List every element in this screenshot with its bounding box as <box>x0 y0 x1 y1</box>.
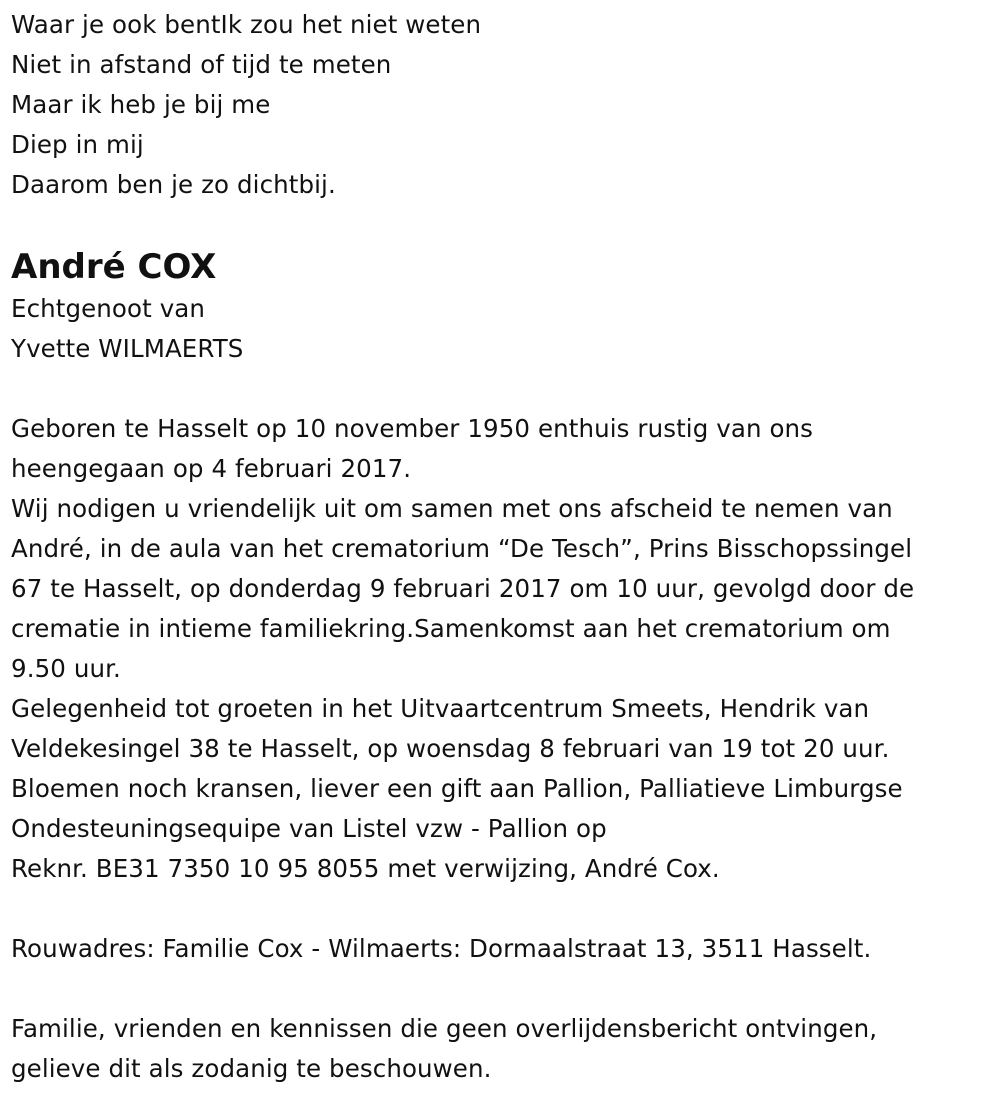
body-line: Ondesteuningsequipe van Listel vzw - Pallion op <box>11 814 607 843</box>
body-line: Veldekesingel 38 te Hasselt, op woensdag 8 februari van 19 tot 20 uur. <box>11 734 890 763</box>
spacer <box>11 889 986 929</box>
poem-line: Niet in afstand of tijd te meten <box>11 50 392 79</box>
poem-line: Waar je ook bentIk zou het niet weten <box>11 10 482 39</box>
body-line: Geboren te Hasselt op 10 november 1950 enthuis rustig van ons <box>11 414 814 443</box>
obituary-document <box>11 5 986 1089</box>
body-line: Reknr. BE31 7350 10 95 8055 met verwijzing, André Cox. <box>11 854 720 883</box>
poem <box>11 5 986 205</box>
spacer <box>11 369 986 409</box>
poem-line: Maar ik heb je bij me <box>11 90 271 119</box>
poem-line: Daarom ben je zo dichtbij. <box>11 170 336 199</box>
body-line: Gelegenheid tot groeten in het Uitvaartcentrum Smeets, Hendrik van <box>11 694 870 723</box>
body-line: André, in de aula van het crematorium “De Tesch”, Prins Bisschopssingel <box>11 534 913 563</box>
body-line: crematie in intieme familiekring.Samenkomst aan het crematorium om <box>11 614 891 643</box>
relation-label: Echtgenoot van <box>11 294 206 323</box>
body-line: 67 te Hasselt, op donderdag 9 februari 2017 om 10 uur, gevolgd door de <box>11 574 915 603</box>
closing-note <box>11 1009 986 1089</box>
announcement-body <box>11 409 986 889</box>
poem-line: Diep in mij <box>11 130 144 159</box>
spacer <box>11 969 986 1009</box>
body-line: Bloemen noch kransen, liever een gift aan Pallion, Palliatieve Limburgse <box>11 774 903 803</box>
mourning-address: Rouwadres: Familie Cox - Wilmaerts: Dormaalstraat 13, 3511 Hasselt. <box>11 934 872 963</box>
spouse-name: Yvette WILMAERTS <box>11 334 244 363</box>
body-line: 9.50 uur. <box>11 654 121 683</box>
deceased-name: André COX <box>11 247 217 287</box>
closing-line: Familie, vrienden en kennissen die geen overlijdensbericht ontvingen, <box>11 1014 878 1043</box>
body-line: heengegaan op 4 februari 2017. <box>11 454 412 483</box>
body-line: Wij nodigen u vriendelijk uit om samen met ons afscheid te nemen van <box>11 494 893 523</box>
closing-line: gelieve dit als zodanig te beschouwen. <box>11 1054 492 1083</box>
